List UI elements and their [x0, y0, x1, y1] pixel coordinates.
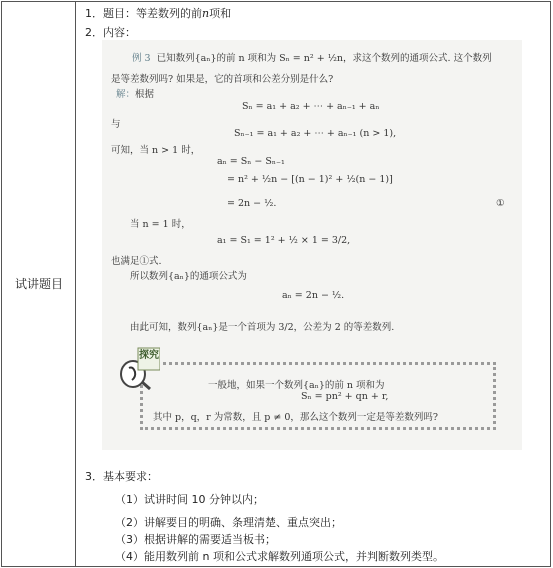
therefore-line: 所以数列{aₙ}的通项公式为 [130, 271, 247, 282]
equation-sn: Sₙ = a₁ + a₂ + ⋯ + aₙ₋₁ + aₙ [242, 101, 380, 112]
left-column [2, 2, 76, 566]
equation-marker: ① [496, 198, 505, 209]
equation-sn-minus-1: Sₙ₋₁ = a₁ + a₂ + ⋯ + aₙ₋₁ (n > 1), [234, 128, 397, 139]
equation-a1: a₁ = S₁ = 1² + ½ × 1 = 3/2, [217, 235, 351, 246]
conclusion-line: 由此可知，数列{aₙ}是一个首项为 3/2，公差为 2 的等差数列. [130, 322, 395, 333]
explore-line2: Sₙ = pn² + qn + r, [301, 391, 389, 402]
explore-line1: 一般地，如果一个数列{aₙ}的前 n 项和为 [208, 380, 385, 391]
explore-badge-label: 探究 [139, 350, 159, 361]
item-requirements-heading: 3．基本要求： [85, 470, 158, 483]
equation-an-diff: aₙ = Sₙ − Sₙ₋₁ [217, 156, 285, 167]
example-question-line1: 例 3 已知数列{aₙ}的前 n 项和为 Sₙ = n² + ½n，求这个数列的通项公式. 这个数列 [132, 53, 492, 64]
requirement-2: （2）讲解要目的明确、条理清楚、重点突出； [115, 516, 342, 529]
row-label: 试讲题目 [14, 277, 63, 291]
item-content-heading: 2．内容： [85, 26, 136, 39]
example-question-line2: 是等差数列吗? 如果是，它的首项和公差分别是什么? [111, 74, 334, 85]
known-when: 可知，当 n > 1 时， [111, 145, 201, 156]
explore-badge [116, 344, 160, 390]
explore-box [140, 362, 496, 430]
equation-simplified: = 2n − ½. [227, 198, 277, 209]
item-title: 1．题目：等差数列的前n项和 [85, 7, 232, 20]
explore-line3: 其中 p，q，r 为常数，且 p ≠ 0，那么这个数列一定是等差数列吗? [153, 412, 438, 423]
when-n-equals-1: 当 n = 1 时， [130, 219, 191, 230]
and-word: 与 [111, 119, 121, 130]
equation-expand: = n² + ½n − [(n − 1)² + ½(n − 1)] [227, 174, 393, 185]
equation-general-term: aₙ = 2n − ½. [282, 290, 345, 301]
solution-intro: 解：根据 [116, 89, 155, 100]
also-satisfies: 也满足①式. [111, 256, 162, 267]
requirement-4: （4）能用数列前 n 项和公式求解数列通项公式，并判断数列类型。 [115, 550, 444, 563]
textbook-excerpt [102, 40, 522, 450]
example-tag: 例 3 [132, 53, 151, 64]
requirement-3: （3）根据讲解的需要适当板书； [115, 533, 276, 546]
requirement-1: （1）试讲时间 10 分钟以内； [115, 493, 264, 506]
